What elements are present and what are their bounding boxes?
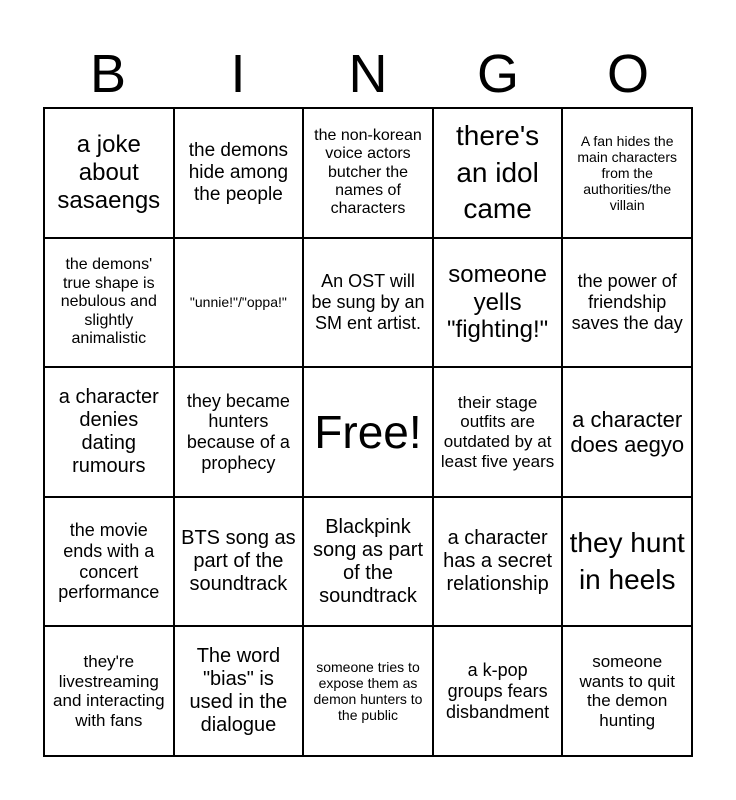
bingo-cell-20[interactable]: they hunt in heels [562,497,692,627]
bingo-header [43,40,693,108]
bingo-cell-8[interactable]: An OST will be sung by an SM ent artist. [303,238,433,368]
header-letter-o: O [606,44,649,104]
bingo-cell-7[interactable]: "unnie!"/"oppa!" [174,238,304,368]
bingo-cell-15[interactable]: a character does aegyo [562,367,692,497]
bingo-cell-25[interactable]: someone wants to quit the demon hunting [562,626,692,756]
bingo-cell-10[interactable]: the power of friendship saves the day [562,238,692,368]
bingo-cell-3[interactable]: the non-korean voice actors butcher the names of characters [303,108,433,238]
bingo-cell-18[interactable]: Blackpink song as part of the soundtrack [303,497,433,627]
bingo-cell-11[interactable]: a character denies dating rumours [44,367,174,497]
bingo-cell-19[interactable]: a character has a secret relationship [433,497,563,627]
bingo-cell-6[interactable]: the demons' true shape is nebulous and slightly animalistic [44,238,174,368]
bingo-cell-9[interactable]: someone yells "fighting!" [433,238,563,368]
bingo-cell-1[interactable]: a joke about sasaengs [44,108,174,238]
bingo-cell-12[interactable]: they became hunters because of a prophecy [174,367,304,497]
header-letter-b: B [89,44,127,104]
bingo-cell-16[interactable]: the movie ends with a concert performance [44,497,174,627]
bingo-cell-14[interactable]: their stage outfits are outdated by at least five years [433,367,563,497]
bingo-cell-5[interactable]: A fan hides the main characters from the authorities/the villain [562,108,692,238]
bingo-cell-21[interactable]: they're livestreaming and interacting with fans [44,626,174,756]
bingo-cell-free[interactable]: Free! [303,367,433,497]
header-letter-i: I [230,44,246,104]
bingo-cell-22[interactable]: The word "bias" is used in the dialogue [174,626,304,756]
bingo-cell-2[interactable]: the demons hide among the people [174,108,304,238]
bingo-grid [43,107,693,757]
bingo-cell-23[interactable]: someone tries to expose them as demon hunters to the public [303,626,433,756]
bingo-cell-17[interactable]: BTS song as part of the soundtrack [174,497,304,627]
header-letter-n: N [348,44,388,104]
bingo-cell-4[interactable]: there's an idol came [433,108,563,238]
bingo-cell-24[interactable]: a k-pop groups fears disbandment [433,626,563,756]
header-letter-g: G [476,44,519,104]
